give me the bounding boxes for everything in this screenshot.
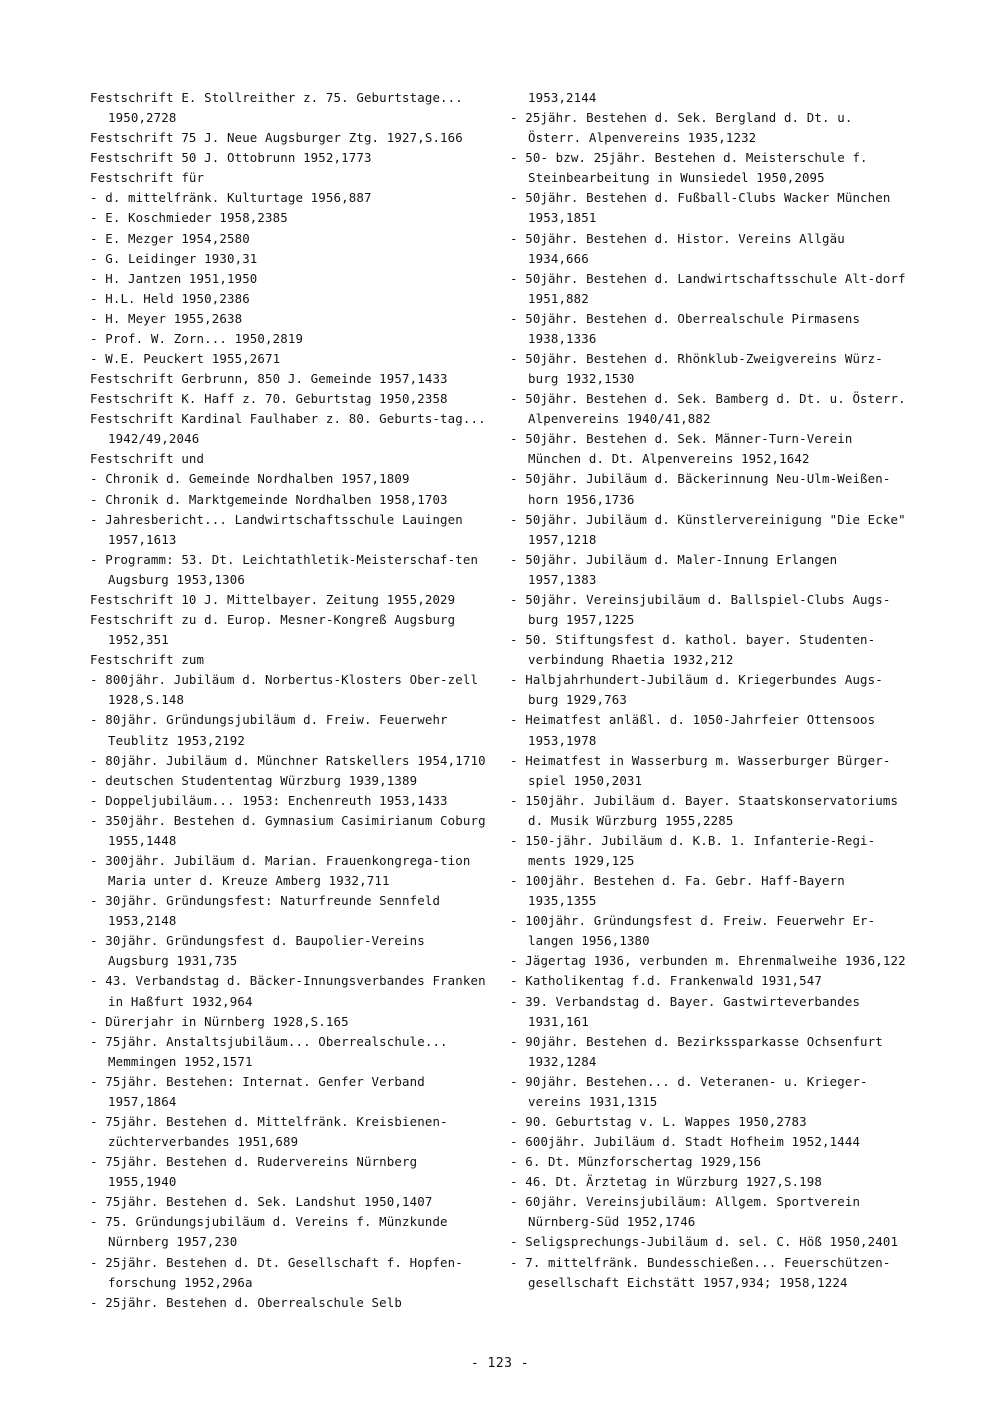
index-subentry: - 150jähr. Jubiläum d. Bayer. Staatskonservatoriums d. Musik Würzburg 1955,2285	[510, 792, 906, 828]
index-subentry: - Chronik d. Gemeinde Nordhalben 1957,1809	[90, 471, 410, 487]
index-subentry: - 30jähr. Gründungsfest d. Baupolier-Vereins Augsburg 1931,735	[90, 933, 433, 969]
index-subentry: - 350jähr. Bestehen d. Gymnasium Casimirianum Coburg 1955,1448	[90, 812, 494, 848]
index-subentry: - 50jähr. Bestehen d. Sek. Männer-Turn-Verein München d. Dt. Alpenvereins 1952,1642	[510, 431, 861, 467]
right-column	[510, 88, 914, 1293]
index-subentry: - Doppeljubiläum... 1953: Enchenreuth 1953,1433	[90, 792, 448, 808]
index-heading: Festschrift 10 J. Mittelbayer. Zeitung 1955,2029	[90, 591, 456, 607]
index-subentry: - E. Koschmieder 1958,2385	[90, 210, 288, 226]
index-subentry: - deutschen Studententag Würzburg 1939,1389	[90, 772, 418, 788]
index-subentry: - Halbjahrhundert-Jubiläum d. Kriegerbundes Augs-burg 1929,763	[510, 672, 883, 708]
index-subentry: - H. Meyer 1955,2638	[90, 310, 243, 326]
index-subentry: - 25jähr. Bestehen d. Oberrealschule Selb	[90, 1294, 403, 1310]
index-subentry: - 300jähr. Jubiläum d. Marian. Frauenkongrega-tion Maria unter d. Kreuze Amberg 1932,711	[90, 852, 479, 889]
index-subentry: - 30jähr. Gründungsfest: Naturfreunde Sennfeld 1953,2148	[90, 893, 448, 929]
index-subentry: - 100jähr. Bestehen d. Fa. Gebr. Haff-Bayern 1935,1355	[510, 873, 853, 909]
index-subentry: - 75jähr. Bestehen d. Rudervereins Nürnberg 1955,1940	[90, 1154, 425, 1190]
index-subentry: - 800jähr. Jubiläum d. Norbertus-Klosters Ober-zell 1928,S.148	[90, 672, 486, 708]
index-subentry: - Katholikentag f.d. Frankenwald 1931,547	[510, 973, 823, 989]
index-subentry: - Heimatfest in Wasserburg m. Wasserburger Bürger-spiel 1950,2031	[510, 752, 891, 788]
index-heading: Festschrift Kardinal Faulhaber z. 80. Geburts-tag... 1942/49,2046	[90, 411, 494, 447]
index-heading: Festschrift Gerbrunn, 850 J. Gemeinde 1957,1433	[90, 371, 448, 387]
index-subentry: - 75. Gründungsjubiläum d. Vereins f. Münzkunde Nürnberg 1957,230	[90, 1214, 456, 1250]
index-subentry: - d. mittelfränk. Kulturtage 1956,887	[90, 190, 372, 206]
index-subentry: - 46. Dt. Ärztetag in Würzburg 1927,S.198	[510, 1174, 823, 1190]
index-subentry: - 50jähr. Jubiläum d. Bäckerinnung Neu-Ulm-Weißen-horn 1956,1736	[510, 471, 891, 507]
index-subentry: - 90jähr. Bestehen... d. Veteranen- u. Krieger-vereins 1931,1315	[510, 1073, 868, 1109]
index-subentry: - 75jähr. Bestehen d. Mittelfränk. Kreisbienen-züchterverbandes 1951,689	[90, 1113, 448, 1150]
index-heading: Festschrift 50 J. Ottobrunn 1952,1773	[90, 150, 372, 166]
index-subentry: - 25jähr. Bestehen d. Dt. Gesellschaft f. Hopfen-forschung 1952,296a	[90, 1254, 463, 1290]
index-subentry: - Chronik d. Marktgemeinde Nordhalben 1958,1703	[90, 491, 448, 507]
index-subentry: - 50jähr. Bestehen d. Sek. Bamberg d. Dt. u. Österr. Alpenvereins 1940/41,882	[510, 391, 914, 427]
index-subentry: - 50jähr. Bestehen d. Fußball-Clubs Wacker München 1953,1851	[510, 190, 899, 226]
index-subentry: - 50- bzw. 25jähr. Bestehen d. Meisterschule f. Steinbearbeitung in Wunsiedel 1950,2095	[510, 150, 876, 186]
index-subentry: - 50jähr. Bestehen d. Oberrealschule Pirmasens 1938,1336	[510, 310, 868, 346]
index-subentry: - 150-jähr. Jubiläum d. K.B. 1. Infanterie-Regi-ments 1929,125	[510, 832, 876, 868]
index-subentry: - 100jähr. Gründungsfest d. Freiw. Feuerwehr Er-langen 1956,1380	[510, 913, 876, 949]
index-subentry: - 50jähr. Bestehen d. Histor. Vereins Allgäu 1934,666	[510, 230, 853, 266]
index-subentry: - E. Mezger 1954,2580	[90, 230, 250, 246]
index-subentry: - 6. Dt. Münzforschertag 1929,156	[510, 1154, 762, 1170]
index-subentry: - 600jähr. Jubiläum d. Stadt Hofheim 1952,1444	[510, 1134, 861, 1150]
index-heading: Festschrift und	[90, 451, 205, 467]
index-subentry: - 60jähr. Vereinsjubiläum: Allgem. Sportverein Nürnberg-Süd 1952,1746	[510, 1194, 868, 1230]
index-subentry: - 50. Stiftungsfest d. kathol. bayer. Studenten-verbindung Rhaetia 1932,212	[510, 632, 876, 668]
index-subentry: - 90jähr. Bestehen d. Bezirkssparkasse Ochsenfurt 1932,1284	[510, 1033, 891, 1069]
index-subentry: - Programm: 53. Dt. Leichtathletik-Meisterschaf-ten Augsburg 1953,1306	[90, 551, 486, 587]
index-subentry: - 75jähr. Anstaltsjubiläum... Oberrealschule... Memmingen 1952,1571	[90, 1033, 456, 1069]
index-subentry: - 80jähr. Jubiläum d. Münchner Ratskellers 1954,1710	[90, 752, 486, 768]
index-subentry: - Jägertag 1936, verbunden m. Ehrenmalweihe 1936,122	[510, 953, 906, 969]
index-subentry: - 50jähr. Vereinsjubiläum d. Ballspiel-Clubs Augs-burg 1957,1225	[510, 591, 891, 628]
index-subentry: - Heimatfest anläßl. d. 1050-Jahrfeier Ottensoos 1953,1978	[510, 712, 883, 748]
index-subentry: - Seligsprechungs-Jubiläum d. sel. C. Höß 1950,2401	[510, 1234, 899, 1250]
page-number: - 123 -	[470, 1356, 530, 1371]
left-column	[90, 88, 494, 1313]
index-subentry: - H.L. Held 1950,2386	[90, 290, 250, 306]
index-subentry: - Jahresbericht... Landwirtschaftsschule Lauingen 1957,1613	[90, 511, 471, 547]
index-heading: Festschrift für	[90, 170, 205, 186]
index-subentry: - 80jähr. Gründungsjubiläum d. Freiw. Feuerwehr Teublitz 1953,2192	[90, 712, 456, 748]
index-subentry: - 50jähr. Jubiläum d. Künstlervereinigung "Die Ecke" 1957,1218	[510, 511, 914, 547]
index-subentry: - 7. mittelfränk. Bundesschießen... Feuerschützen-gesellschaft Eichstätt 1957,934; 1958,1224	[510, 1254, 891, 1290]
index-subentry: - Prof. W. Zorn... 1950,2819	[90, 330, 304, 346]
index-subentry: - 75jähr. Bestehen: Internat. Genfer Verband 1957,1864	[90, 1073, 433, 1109]
index-subentry: - 50jähr. Jubiläum d. Maler-Innung Erlangen 1957,1383	[510, 551, 845, 587]
index-continuation: 1953,2144	[528, 90, 597, 105]
index-subentry: - H. Jantzen 1951,1950	[90, 270, 258, 286]
index-heading: Festschrift 75 J. Neue Augsburger Ztg. 1927,S.166	[90, 130, 463, 146]
index-subentry: - 25jähr. Bestehen d. Sek. Bergland d. Dt. u. Österr. Alpenvereins 1935,1232	[510, 110, 861, 146]
index-heading: Festschrift zu d. Europ. Mesner-Kongreß Augsburg 1952,351	[90, 612, 463, 648]
index-subentry: - 50jähr. Bestehen d. Rhönklub-Zweigvereins Würz-burg 1932,1530	[510, 351, 883, 387]
index-subentry: - 43. Verbandstag d. Bäcker-Innungsverbandes Franken in Haßfurt 1932,964	[90, 973, 494, 1009]
index-subentry: - 75jähr. Bestehen d. Sek. Landshut 1950,1407	[90, 1194, 433, 1210]
index-subentry: - W.E. Peuckert 1955,2671	[90, 351, 281, 367]
index-heading: Festschrift K. Haff z. 70. Geburtstag 1950,2358	[90, 391, 448, 407]
index-subentry: - G. Leidinger 1930,31	[90, 250, 258, 266]
index-heading: Festschrift zum	[90, 652, 205, 668]
index-subentry: - 50jähr. Bestehen d. Landwirtschaftsschule Alt-dorf 1951,882	[510, 270, 914, 306]
index-subentry: - Dürerjahr in Nürnberg 1928,S.165	[90, 1013, 349, 1029]
index-heading: Festschrift E. Stollreither z. 75. Geburtstage... 1950,2728	[90, 90, 471, 126]
index-subentry: - 39. Verbandstag d. Bayer. Gastwirteverbandes 1931,161	[510, 993, 868, 1029]
index-subentry: - 90. Geburtstag v. L. Wappes 1950,2783	[510, 1113, 807, 1129]
